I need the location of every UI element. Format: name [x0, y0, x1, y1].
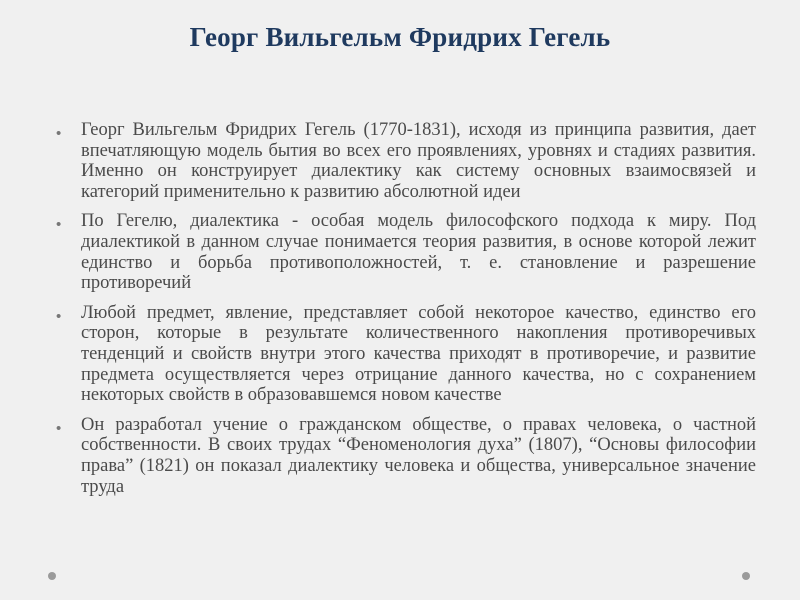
bullet-icon: • [56, 419, 62, 437]
bullet-text: Любой предмет, явление, представляет собой некоторое качество, единство его сторон, которые в результате количественного накопления противоречивых тенденций и свойств внутри этого качества приходят в противоречие, и развитие предмета осуществляется через отрицание данного качества, но с сохранением некоторых свойств в образовавшемся новом качестве [81, 302, 756, 406]
bullet-icon: • [56, 125, 62, 142]
bullet-item [56, 211, 756, 293]
bullet-text: По Гегелю, диалектика - особая модель философского подхода к миру. Под диалектикой в данном случае понимается теория развития, в основе которой лежит единство и борьба противоположностей, т. е. становление и разрешение противоречий [81, 211, 756, 294]
bullet-list [56, 120, 756, 506]
bullet-icon: • [56, 216, 62, 234]
corner-dot-icon [48, 572, 56, 580]
bullet-icon: • [56, 307, 62, 325]
slide-title: Георг Вильгельм Фридрих Гегель [189, 22, 611, 52]
corner-dot-icon [742, 572, 750, 580]
bullet-item [56, 415, 756, 497]
bullet-text: Георг Вильгельм Фридрих Гегель (1770-1831), исходя из принципа развития, дает впечатляющую модель бытия во всех его проявлениях, уровнях и стадиях развития. Именно он конструирует диалектику как систему основных взаимосвязей и категорий применительно к развитию абсолютной идеи [81, 120, 756, 202]
bullet-item [56, 120, 756, 202]
bullet-item [56, 303, 756, 406]
bullet-text: Он разработал учение о гражданском обществе, о правах человека, о частной собственности. В своих трудах “Феноменология духа” (1807), “Основы философии права” (1821) он показал диалектику человека и общества, универсальное значение труда [81, 414, 756, 497]
